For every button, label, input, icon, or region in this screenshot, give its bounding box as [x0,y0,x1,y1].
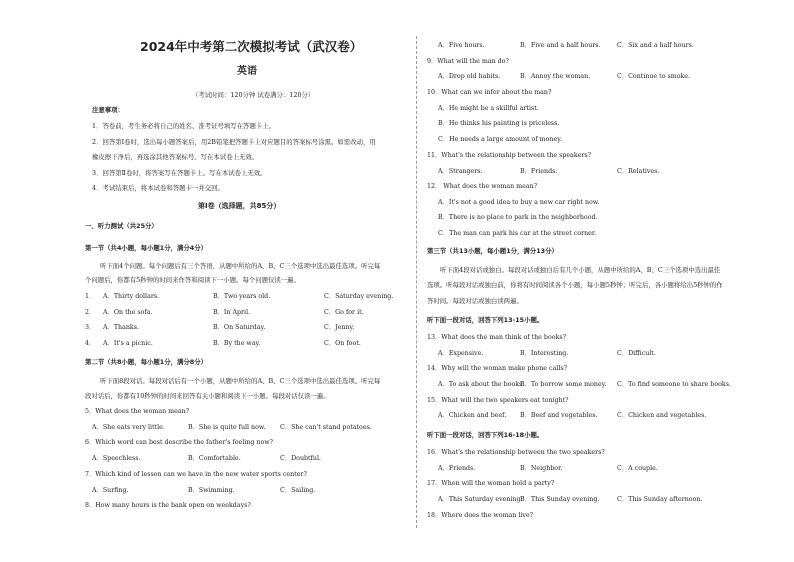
option-a: A．Thirty dollars. [103,293,160,300]
instruction-line: 听下面4段对话或独白。每段对话或独白后有几个小题，从题中所给的A、B、C三个选项中选出最佳 [440,266,721,274]
question-number: 1． [85,293,96,300]
instruction-line: 答时间。每段对话或独白读两遍。 [427,297,523,305]
instruction-line: 个问题后，你都有5秒钟的时间来作答和阅读下一小题。每个问题仅读一遍。 [85,276,300,284]
option-b: B．He thinks his painting is priceless. [438,120,560,127]
question-number: 3． [85,324,96,331]
option-a: A．Strangers. [438,168,483,175]
subject-title: 英语 [237,66,257,77]
option-b: B．Neighbor. [520,465,563,472]
option-c: C．Relatives. [617,168,660,175]
question-text: 11．What's the relationship between the speakers? [427,152,592,159]
option-b: B．Comfortable. [188,455,241,462]
option-a: A．Friends. [438,465,476,472]
option-a: A．It's a picnic. [103,340,153,347]
option-c: C．Jenny. [324,324,355,331]
option-c: C．On foot. [324,340,361,347]
question-number: 4． [85,340,96,347]
notes-heading: 注意事项： [92,106,124,114]
option-b: B．She is quite full now. [188,424,266,431]
option-a: A．Expensive. [438,350,484,357]
option-a: A．Five hours. [438,42,485,49]
option-a: A．To ask about the books. [438,381,525,388]
option-b: B．Swimming. [188,487,235,494]
option-c: C．Difficult. [617,350,656,357]
option-a: A．Surfing. [92,487,129,494]
question-text: 13．What does the man think of the books? [427,334,566,341]
section-heading: 一、听力测试（共25分） [85,222,158,230]
dialog-heading: 听下面一段对话，回答下列16-18小题。 [427,431,544,439]
note-line: 1．答卷前，考生务必将自己的姓名、准考证号填写在答题卡上。 [92,122,276,130]
column-divider [416,36,417,528]
question-text: 8．How many hours is the bank open on weekdays? [85,502,251,509]
option-c: C．A couple. [617,465,658,472]
option-b: B．Two years old. [213,293,271,300]
page-title: 2024年中考第二次模拟考试（武汉卷） [140,39,363,54]
question-text: 18．Where does the woman live? [427,512,534,519]
note-line: 3．回答第Ⅱ卷时，将答案写在答题卡上。写在本试卷上无效。 [92,169,267,177]
option-b: B．Interesting. [520,350,569,357]
option-b: B．This Sunday evening. [520,496,600,503]
option-a: A．He might be a skillful artist. [438,105,539,112]
instruction-line: 听下面4个问题。每个问题后有三个答语，从题中所给的A、B、C三个选项中选出最佳选项。听完每 [100,262,381,270]
option-b: B．By the way. [213,340,261,347]
option-b: B．Friends. [520,168,558,175]
question-number: 2． [85,309,96,316]
exam-info: （考试时间：120分钟 试卷满分：120分） [192,91,315,99]
question-text: 9．What will the man do? [427,58,509,65]
option-c: C．Doubtful. [280,455,321,462]
option-a: A．Thanks. [103,324,139,331]
option-a: A．On the sofa. [103,309,153,316]
option-c: C．To find someone to share books. [617,381,731,388]
subsection-heading: 第三节（共13小题，每小题1分，满分13分） [427,247,558,255]
option-a: A．She eats very little. [92,424,165,431]
subsection-heading: 第二节（共8小题，每小题1分，满分8分） [85,358,207,366]
subsection-heading: 第一节（共4小题，每小题1分，满分4分） [85,244,207,252]
question-text: 6．Which word can best describe the father's feeling now? [85,439,274,446]
option-b: B．In April. [213,309,251,316]
option-c: C．Go for it. [324,309,364,316]
option-c: C．Six and a half hours. [617,42,694,49]
option-b: B．Beef and vegetables. [520,412,598,419]
option-a: A．It's not a good idea to buy a new car right now. [438,199,600,206]
option-b: B．There is no place to park in the neighborhood. [438,214,598,221]
option-c: C．Saturday evening. [324,293,394,300]
question-text: 10．What can we infer about the man? [427,89,552,96]
option-a: A．This Saturday evening. [438,496,523,503]
dialog-heading: 听下面一段对话，回答下列13-15小题。 [427,316,544,324]
option-b: B．To borrow some money. [520,381,607,388]
option-b: B．Five and a half hours. [520,42,601,49]
question-text: 15．What will the two speakers eat tonight? [427,397,569,404]
question-text: 7．Which kind of lesson can we have in the new water sports center? [85,471,307,478]
option-c: C．This Sunday afternoon. [617,496,703,503]
option-c: C．Chicken and vegetables. [617,412,707,419]
option-a: A．Drop old habits. [438,73,501,80]
instruction-line: 听下面8段对话。每段对话后有一个小题，从题中所给的A、B、C三个选项中选出最佳选项。听完每 [100,377,381,385]
note-line: 2．回答第Ⅰ卷时，选出每小题答案后，用2B铅笔把答题卡上对应题目的答案标号涂黑。如需改动，用 [92,138,376,146]
instruction-line: 段对话后，你都有10秒钟的时间来回答有关小题和阅读下一小题。每段对话仅读一遍。 [85,392,330,400]
option-c: C．Continue to smoke. [617,73,691,80]
instruction-line: 选项。听每段对话或独白前，你将有时间阅读各个小题，每小题5秒钟；听完后，各小题将给出5秒钟的作 [427,281,723,289]
option-c: C．She can't stand potatoes. [280,424,372,431]
part1-heading: 第Ⅰ卷（选择题，共85分） [198,202,281,210]
note-line: 4．考试结束后，将本试卷和答题卡一并交回。 [92,184,224,192]
option-a: A．Speechless. [92,455,141,462]
option-c: C．He needs a large amount of money. [438,136,562,143]
note-line: 橡皮擦干净后，再选涂其他答案标号。写在本试卷上无效。 [92,153,259,161]
option-b: B．On Saturday. [213,324,266,331]
question-text: 12． What does the woman mean? [427,183,538,190]
option-a: A．Chicken and beef. [438,412,507,419]
question-text: 5．What does the woman mean? [85,408,190,415]
option-b: B．Annoy the woman. [520,73,591,80]
question-text: 17．When will the woman hold a party? [427,480,555,487]
option-c: C．The man can park his car at the street corner. [438,230,597,237]
question-text: 16．What's the relationship between the two speakers? [427,449,605,456]
option-c: C．Sailing. [280,487,316,494]
question-text: 14．Why will the woman make phone calls? [427,365,567,372]
